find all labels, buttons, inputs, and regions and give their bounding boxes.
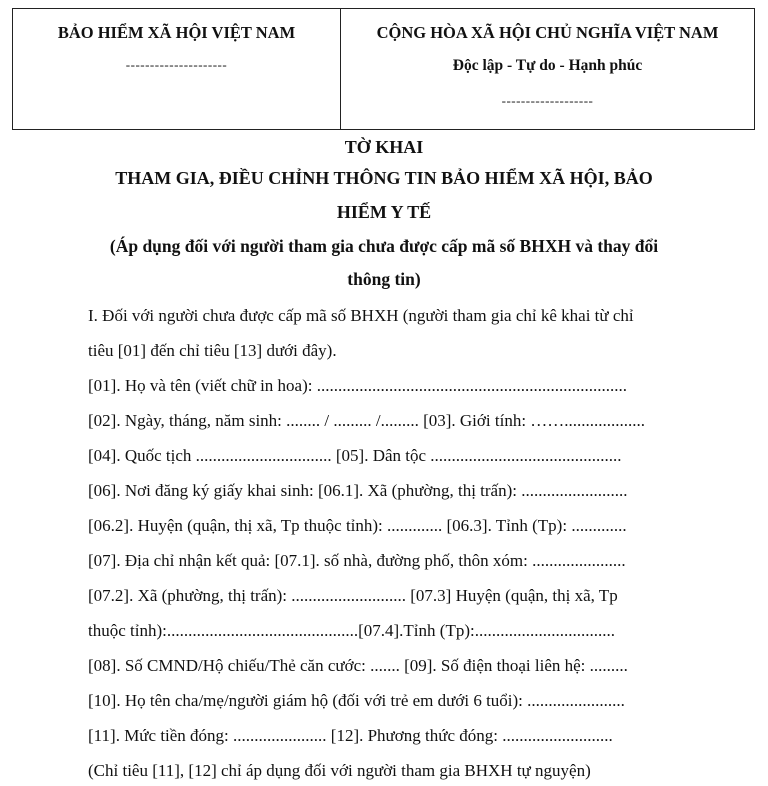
form-subtitle-line-2: HIỂM Y TẾ [336, 202, 432, 222]
agency-underline: --------------------- [125, 57, 228, 72]
contribution-note: (Chỉ tiêu [11], [12] chỉ áp dụng đối với người tham gia BHXH tự nguyện) [88, 761, 591, 780]
header-left-cell [13, 9, 341, 129]
field-07-province: thuộc tỉnh):.............................................[07.4].Tỉnh (Tp):................................. [88, 621, 615, 640]
header-right-cell [341, 9, 754, 129]
field-07-address: [07]. Địa chỉ nhận kết quả: [07.1]. số nhà, đường phố, thôn xóm: ...................... [88, 551, 626, 570]
form-scope-line-2: thông tin) [347, 269, 421, 289]
issuing-agency: BẢO HIỂM XÃ HỘI VIỆT NAM [57, 23, 296, 42]
country-name: CỘNG HÒA XÃ HỘI CHỦ NGHĨA VIỆT NAM [376, 23, 719, 42]
national-motto: Độc lập - Tự do - Hạnh phúc [452, 57, 643, 74]
field-04-05-nationality-ethnicity: [04]. Quốc tịch ................................ [05]. Dân tộc ............................................. [88, 446, 622, 465]
field-01-full-name: [01]. Họ và tên (viết chữ in hoa): ......................................................................... [88, 376, 627, 395]
form-subtitle-line-1: THAM GIA, ĐIỀU CHỈNH THÔNG TIN BẢO HIỂM XÃ HỘI, BẢO [115, 168, 653, 188]
section-1-intro: I. Đối với người chưa được cấp mã số BHXH (người tham gia chỉ kê khai từ chỉ [88, 306, 634, 325]
motto-underline: ------------------- [501, 93, 594, 108]
field-02-03-birthdate-gender: [02]. Ngày, tháng, năm sinh: ........ / ......... /......... [03]. Giới tính: ……................... [88, 411, 646, 430]
field-10-guardian: [10]. Họ tên cha/mẹ/người giám hộ (đối với trẻ em dưới 6 tuổi): ....................... [88, 691, 625, 710]
field-11-12-contribution: [11]. Mức tiền đóng: ...................... [12]. Phương thức đóng: .......................... [88, 726, 613, 745]
section-1-intro-cont: tiêu [01] đến chỉ tiêu [13] dưới đây). [88, 341, 337, 360]
form-title: TỜ KHAI [344, 137, 424, 157]
field-06-birth-registration: [06]. Nơi đăng ký giấy khai sinh: [06.1]. Xã (phường, thị trấn): ......................... [88, 481, 628, 500]
field-06-district-province: [06.2]. Huyện (quận, thị xã, Tp thuộc tỉnh): ............. [06.3]. Tỉnh (Tp): ............. [88, 516, 627, 535]
field-08-09-id-phone: [08]. Số CMND/Hộ chiếu/Thẻ căn cước: ....... [09]. Số điện thoại liên hệ: ......... [88, 656, 628, 675]
field-07-ward-district: [07.2]. Xã (phường, thị trấn): ........................... [07.3] Huyện (quận, thị xã, Tp [88, 586, 618, 605]
header-table [12, 8, 755, 130]
form-scope-line-1: (Áp dụng đối với người tham gia chưa được cấp mã số BHXH và thay đổi [109, 236, 659, 256]
